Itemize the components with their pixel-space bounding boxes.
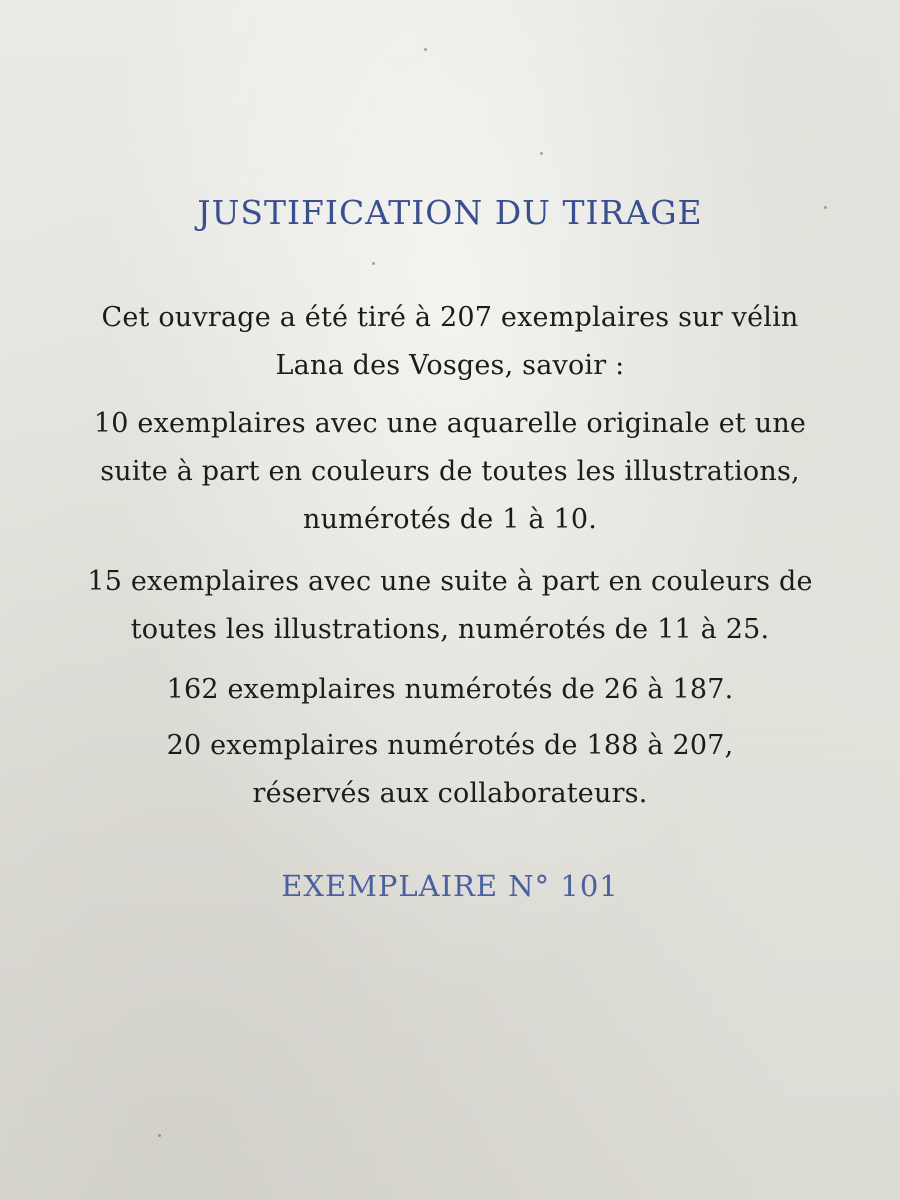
text-line: Cet ouvrage a été tiré à 207 exemplaires sur vélin: [101, 302, 799, 333]
paper-speck: [540, 152, 543, 155]
paragraph-edition-statement: [0, 294, 900, 390]
paragraph-copies-26-187: [0, 666, 900, 714]
text-line: 10 exemplaires avec une aquarelle originale et une: [93, 408, 807, 439]
text-line: suite à part en couleurs de toutes les illustrations,: [100, 456, 800, 487]
text-line: Lana des Vosges, savoir :: [275, 350, 625, 381]
text-line: 162 exemplaires numérotés de 26 à 187.: [166, 674, 734, 705]
paragraph-copies-188-207: [0, 722, 900, 818]
paper-speck: [824, 206, 827, 209]
paper-speck: [372, 262, 375, 265]
text-line: numérotés de 1 à 10.: [302, 504, 597, 535]
paragraph-copies-1-10: [0, 400, 900, 544]
paragraph-copies-11-25: [0, 558, 900, 654]
paper-speck: [424, 48, 427, 51]
text-line: 15 exemplaires avec une suite à part en couleurs de: [87, 566, 813, 597]
page-title: JUSTIFICATION DU TIRAGE: [197, 193, 703, 232]
text-line: réservés aux collaborateurs.: [252, 778, 648, 809]
copy-number: EXEMPLAIRE N° 101: [281, 869, 619, 903]
paper-speck: [158, 1134, 161, 1137]
text-line: toutes les illustrations, numérotés de 11 à 25.: [130, 614, 770, 645]
text-line: 20 exemplaires numérotés de 188 à 207,: [166, 730, 734, 761]
